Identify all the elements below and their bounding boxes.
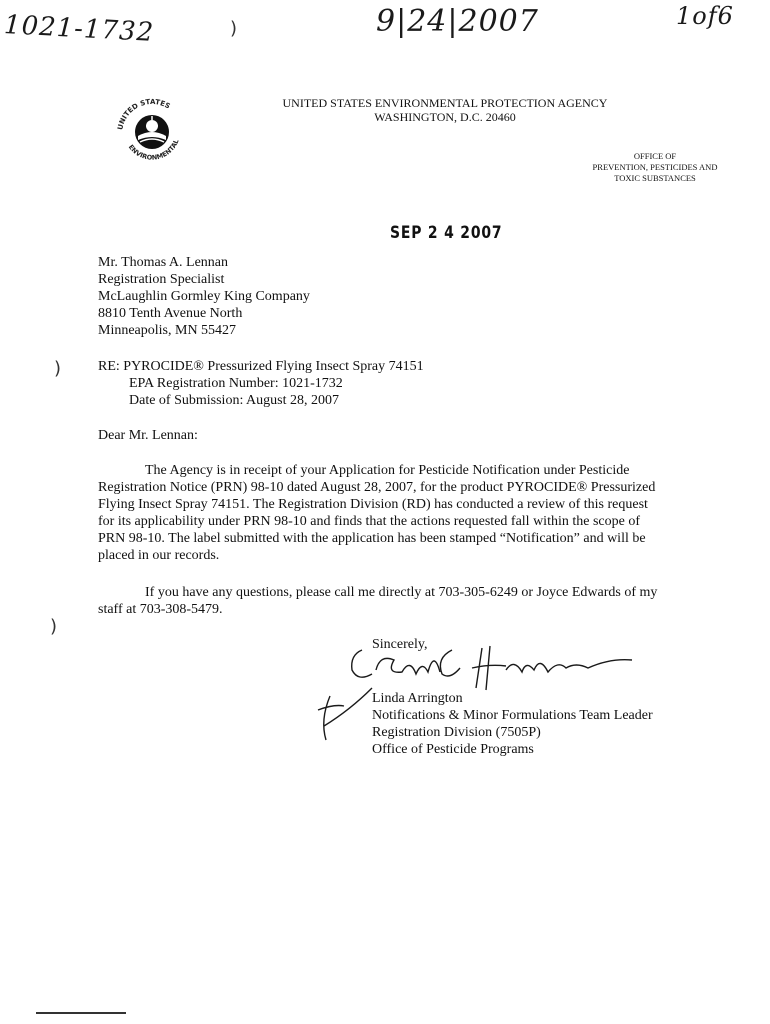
paragraph-line: Flying Insect Spray 74151. The Registration Division (RD) has conducted a review of this request — [98, 497, 648, 512]
paragraph-line: If you have any questions, please call me directly at 703-305-6249 or Joyce Edwards of my — [145, 585, 658, 600]
recipient-city: Minneapolis, MN 55427 — [98, 323, 237, 338]
body-paragraph-2 — [98, 584, 698, 618]
recipient-street: 8810 Tenth Avenue North — [98, 306, 243, 321]
signer-office: Office of Pesticide Programs — [372, 742, 534, 757]
re-product: PYROCIDE® Pressurized Flying Insect Spray 74151 — [123, 359, 424, 374]
svg-text:ENVIRONMENTAL PROTECTION: ENVIRONMENTAL — [126, 138, 181, 162]
recipient-company: McLaughlin Gormley King Company — [98, 289, 310, 304]
date-stamp: SEP 2 4 2007 — [390, 223, 503, 243]
paragraph-line: The Agency is in receipt of your Application for Pesticide Notification under Pesticide — [145, 463, 630, 478]
signer-division: Registration Division (7505P) — [372, 725, 541, 740]
epa-seal-logo — [112, 90, 192, 174]
margin-mark-re: ) — [54, 358, 62, 379]
recipient-name: Mr. Thomas A. Lennan — [98, 255, 229, 270]
office-header — [580, 151, 730, 184]
body-paragraph-1 — [98, 462, 698, 564]
margin-mark-body: ) — [50, 616, 58, 637]
agency-header — [280, 96, 610, 124]
closing: Sincerely, — [372, 637, 428, 652]
re-epa-number: EPA Registration Number: 1021-1732 — [129, 376, 343, 391]
svg-text:UNITED STATES: UNITED STATES — [116, 97, 172, 131]
handwritten-date: 9|24|2007 — [376, 4, 539, 39]
re-label: RE: — [98, 359, 120, 374]
signer-name: Linda Arrington — [372, 691, 463, 706]
signature-block — [372, 690, 653, 758]
agency-address: WASHINGTON, D.C. 20460 — [374, 110, 516, 124]
office-line-2: PREVENTION, PESTICIDES AND — [592, 162, 718, 172]
paragraph-line: staff at 703-308-5479. — [98, 602, 223, 617]
paragraph-line: for its applicability under PRN 98-10 and finds that the actions requested fall within the scope of — [98, 514, 640, 529]
recipient-title: Registration Specialist — [98, 272, 225, 287]
signer-title: Notifications & Minor Formulations Team Leader — [372, 708, 653, 723]
recipient-address — [98, 254, 310, 339]
margin-mark-top: ) — [230, 18, 238, 39]
handwritten-reg-number: 1021-1732 — [3, 10, 155, 48]
office-line-3: TOXIC SUBSTANCES — [614, 173, 696, 183]
office-line-1: OFFICE OF — [633, 151, 677, 161]
agency-name: UNITED STATES ENVIRONMENTAL PROTECTION AGENCY — [282, 96, 608, 110]
paragraph-line: Registration Notice (PRN) 98-10 dated August 28, 2007, for the product PYROCIDE® Pressurized — [98, 480, 656, 495]
salutation: Dear Mr. Lennan: — [98, 428, 198, 443]
handwritten-page-count: 1of6 — [676, 2, 734, 30]
paragraph-line: placed in our records. — [98, 548, 220, 563]
re-submission-date: Date of Submission: August 28, 2007 — [129, 393, 340, 408]
paragraph-line: PRN 98-10. The label submitted with the application has been stamped “Notification” and will be — [98, 531, 646, 546]
re-block — [98, 358, 424, 409]
bottom-rule — [36, 1012, 126, 1014]
